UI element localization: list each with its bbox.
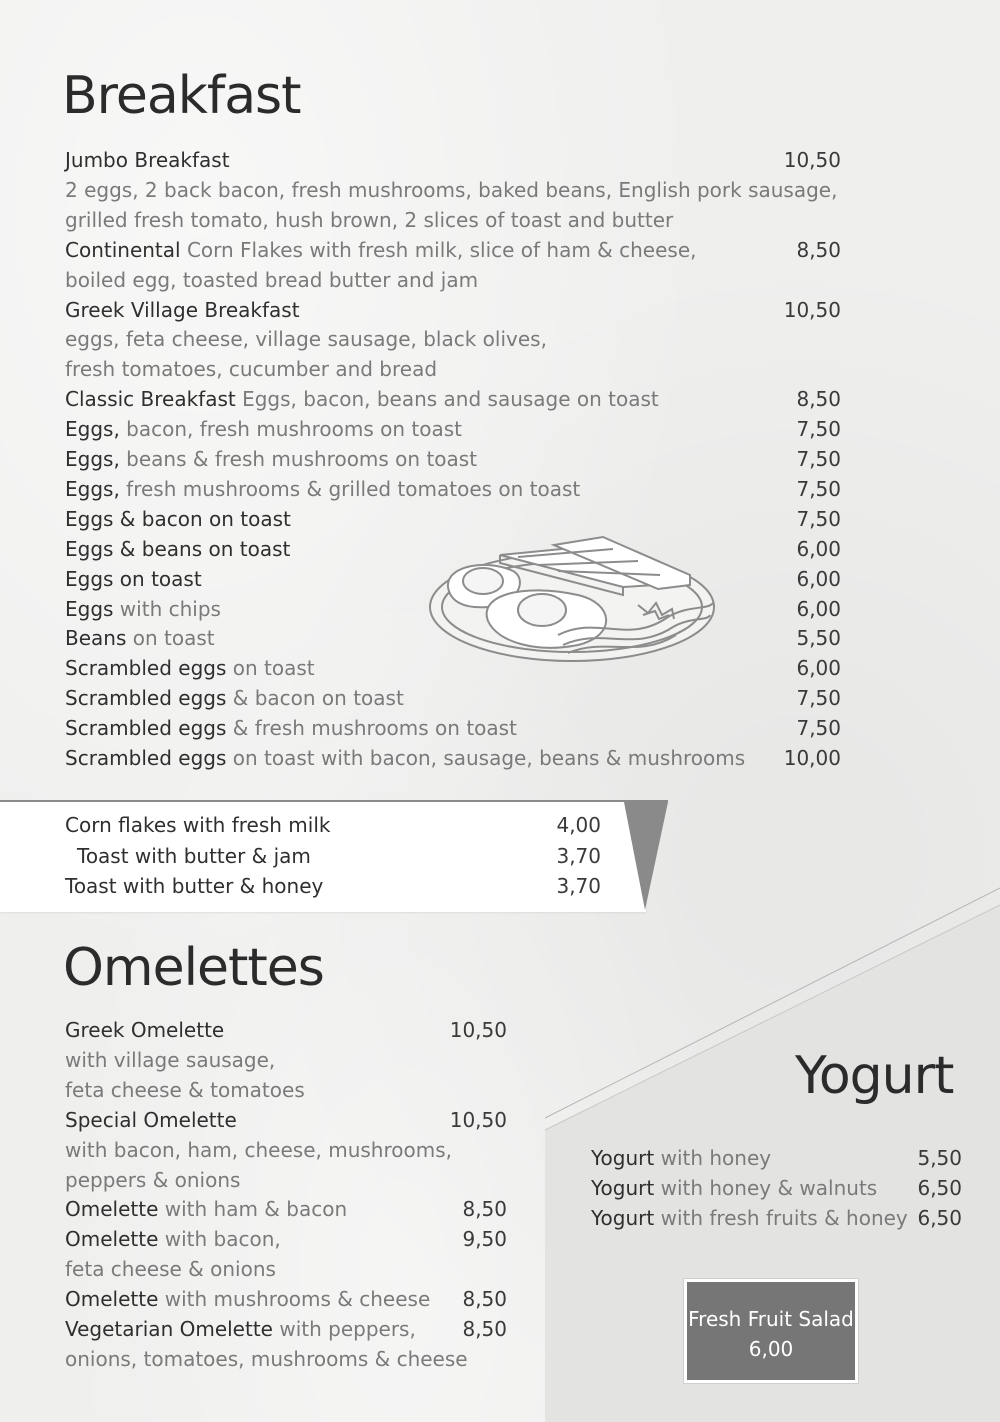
item-description: with bacon, ham, cheese, mushrooms, (65, 1137, 452, 1162)
item-price: 6,50 (917, 1176, 962, 1200)
breakfast-item (65, 474, 580, 504)
item-price: 10,50 (783, 297, 841, 322)
omelette-item (65, 1045, 275, 1075)
item-name: Yogurt (591, 1176, 655, 1200)
item-description: with honey & walnuts (654, 1176, 878, 1200)
item-name: Corn flakes with fresh milk (65, 813, 331, 837)
fruit-salad-name: Fresh Fruit Salad (688, 1307, 854, 1331)
breakfast-item (65, 623, 215, 653)
item-name: Scrambled eggs (65, 716, 227, 741)
item-price: 8,50 (462, 1287, 507, 1312)
item-price (437, 1344, 507, 1374)
breakfast-plate-illustration (428, 535, 720, 665)
omelette-item (65, 1165, 240, 1195)
item-price: 7,50 (796, 506, 841, 531)
breakfast-item (65, 444, 477, 474)
yogurt-item (591, 1203, 908, 1233)
omelette-item (65, 1224, 281, 1254)
toast-box-top-line (0, 800, 668, 802)
omelette-item (65, 1344, 468, 1374)
breakfast-item (65, 354, 437, 384)
item-description: with honey (654, 1146, 772, 1170)
item-price: 7,50 (796, 476, 841, 501)
item-price: 7,50 (796, 716, 841, 741)
breakfast-title: Breakfast (62, 66, 301, 126)
breakfast-item (65, 175, 837, 205)
item-name: Eggs, (65, 476, 120, 501)
item-price: 4,00 (556, 813, 601, 837)
item-price: 7,50 (796, 417, 841, 442)
item-price: 10,50 (783, 148, 841, 172)
item-description: grilled fresh tomato, hush brown, 2 slices of toast and butter (65, 207, 674, 232)
item-price (437, 1075, 507, 1105)
item-name: Greek Omelette (65, 1018, 225, 1042)
breakfast-item (65, 295, 300, 325)
item-name: Jumbo Breakfast (65, 148, 230, 172)
breakfast-item (65, 743, 745, 773)
omelette-item (65, 1314, 416, 1344)
item-description: on toast with bacon, sausage, beans & mushrooms (226, 746, 746, 770)
item-name: Special Omelette (65, 1107, 237, 1132)
yogurt-title: Yogurt (795, 1046, 954, 1106)
item-description: & fresh mushrooms on toast (226, 716, 517, 741)
breakfast-item (65, 534, 290, 564)
breakfast-item (65, 713, 517, 743)
item-price: 8,50 (796, 387, 841, 412)
breakfast-item (65, 145, 230, 175)
item-price: 8,50 (796, 237, 841, 262)
omelettes-title: Omelettes (63, 938, 324, 998)
item-description: with fresh fruits & honey (654, 1206, 908, 1230)
item-price: 5,50 (796, 626, 841, 651)
item-name: Toast with butter & honey (65, 874, 324, 898)
item-description: with mushrooms & cheese (158, 1287, 431, 1312)
item-description: feta cheese & tomatoes (65, 1077, 305, 1102)
item-price: 6,00 (796, 566, 841, 591)
item-name: Eggs on toast (65, 566, 202, 591)
item-name: Omelette (65, 1227, 159, 1252)
item-price: 3,70 (556, 874, 601, 898)
item-price: 3,70 (556, 843, 601, 868)
item-description: feta cheese & onions (65, 1257, 276, 1282)
item-description: & bacon on toast (226, 686, 404, 711)
item-description: with ham & bacon (158, 1197, 348, 1222)
breakfast-item (65, 683, 404, 713)
item-description: Corn Flakes with fresh milk, slice of ham & cheese, (180, 237, 697, 262)
item-name: Vegetarian Omelette (65, 1317, 273, 1341)
item-description: Eggs, bacon, beans and sausage on toast (235, 387, 659, 412)
item-description: fresh tomatoes, cucumber and bread (65, 357, 438, 382)
item-name: Scrambled eggs (65, 686, 227, 711)
breakfast-item (65, 504, 291, 534)
item-price (771, 324, 841, 354)
item-description: eggs, feta cheese, village sausage, black olives, (65, 327, 547, 352)
item-price: 6,00 (796, 656, 841, 681)
item-price: 10,50 (449, 1018, 507, 1042)
breakfast-item (65, 205, 673, 235)
item-description: with chips (113, 596, 221, 621)
item-name: Scrambled eggs (65, 746, 227, 770)
breakfast-item (65, 414, 462, 444)
item-price (437, 1165, 507, 1195)
item-description: beans & fresh mushrooms on toast (119, 447, 478, 471)
item-price: 8,50 (462, 1317, 507, 1341)
item-price: 10,00 (783, 746, 841, 770)
item-description: with village sausage, (65, 1047, 276, 1072)
item-description: fresh mushrooms & grilled tomatoes on toast (119, 476, 581, 501)
item-description: with bacon, (158, 1227, 281, 1252)
item-description: on toast (126, 626, 215, 651)
breakfast-item (65, 594, 221, 624)
item-name: Eggs, (65, 417, 120, 442)
toast-item (65, 810, 330, 840)
item-name: Omelette (65, 1287, 159, 1312)
item-price: 6,50 (917, 1206, 962, 1230)
item-name: Beans (65, 626, 127, 651)
item-price: 5,50 (917, 1146, 962, 1170)
fruit-salad-price: 6,00 (748, 1337, 794, 1361)
item-name: Greek Village Breakfast (65, 297, 300, 322)
omelette-item (65, 1015, 224, 1045)
item-price (771, 205, 841, 235)
toast-item (77, 841, 311, 871)
item-price: 7,50 (796, 447, 841, 471)
omelette-item (65, 1135, 452, 1165)
item-description: onions, tomatoes, mushrooms & cheese (65, 1346, 468, 1371)
item-price (771, 354, 841, 384)
item-description: on toast (226, 656, 315, 681)
item-price (437, 1135, 507, 1165)
omelette-item (65, 1105, 237, 1135)
breakfast-item (65, 384, 659, 414)
item-price: 10,50 (449, 1107, 507, 1132)
item-name: Yogurt (591, 1206, 655, 1230)
item-name: Eggs, (65, 447, 120, 471)
omelette-item (65, 1194, 347, 1224)
item-price: 6,00 (796, 536, 841, 561)
yogurt-item (591, 1143, 771, 1173)
item-name: Yogurt (591, 1146, 655, 1170)
fruit-salad-box (684, 1279, 858, 1383)
toast-item (65, 871, 323, 901)
item-name: Eggs & bacon on toast (65, 506, 291, 531)
item-price: 9,50 (462, 1227, 507, 1252)
item-description: bacon, fresh mushrooms on toast (119, 417, 462, 442)
breakfast-item (65, 265, 478, 295)
item-price (437, 1045, 507, 1075)
breakfast-item (65, 653, 315, 683)
item-name: Eggs (65, 596, 114, 621)
breakfast-item (65, 564, 202, 594)
item-name: Classic Breakfast (65, 387, 236, 412)
omelette-item (65, 1284, 430, 1314)
item-name: Omelette (65, 1197, 159, 1222)
omelette-item (65, 1254, 276, 1284)
item-description: with peppers, (272, 1317, 416, 1341)
breakfast-item (65, 235, 697, 265)
yogurt-item (591, 1173, 877, 1203)
item-description: 2 eggs, 2 back bacon, fresh mushrooms, baked beans, English pork sausage, (65, 177, 838, 202)
item-description: peppers & onions (65, 1167, 241, 1192)
item-price (771, 265, 841, 295)
item-name: Eggs & beans on toast (65, 536, 291, 561)
item-price (437, 1254, 507, 1284)
item-name: Toast with butter & jam (77, 843, 311, 868)
item-description: boiled egg, toasted bread butter and jam (65, 267, 479, 292)
item-price: 6,00 (796, 596, 841, 621)
omelette-item (65, 1075, 305, 1105)
item-price: 7,50 (796, 686, 841, 711)
item-name: Continental (65, 237, 181, 262)
item-price: 8,50 (462, 1197, 507, 1222)
item-price (771, 175, 841, 205)
toast-box-triangle (600, 800, 670, 912)
breakfast-item (65, 324, 547, 354)
item-name: Scrambled eggs (65, 656, 227, 681)
